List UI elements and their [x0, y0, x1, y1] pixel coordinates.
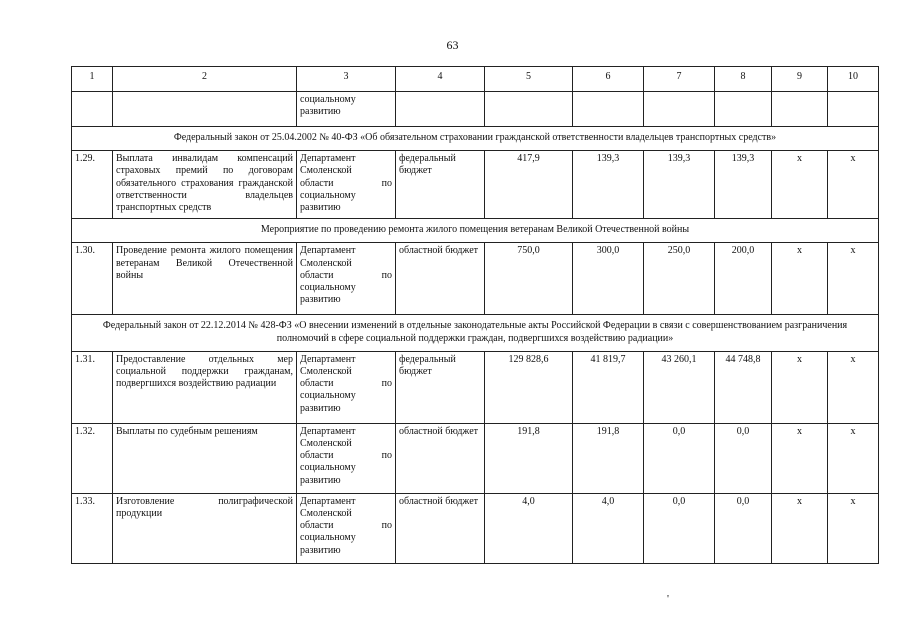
- total-value: 191,8: [485, 423, 573, 493]
- funding-source: федеральный бюджет: [396, 151, 485, 219]
- funding-source: областной бюджет: [396, 423, 485, 493]
- row-name: Проведение ремонта жилого помещения ветеранам Великой Отечественной войны: [113, 243, 297, 315]
- row-name: Выплаты по судебным решениям: [113, 423, 297, 493]
- table-row: [72, 351, 879, 423]
- section-row: [72, 127, 879, 151]
- row-name: Изготовление полиграфической продукции: [113, 493, 297, 563]
- col10-value: х: [828, 151, 879, 219]
- continuation-row: [72, 92, 879, 127]
- col10-value: х: [828, 493, 879, 563]
- funding-source: областной бюджет: [396, 493, 485, 563]
- section-title: Федеральный закон от 25.04.2002 № 40-ФЗ «Об обязательном страховании гражданской ответственности владельцев транспортных средств»: [72, 127, 879, 151]
- table-row: [72, 423, 879, 493]
- col9-value: х: [772, 423, 828, 493]
- total-value: 750,0: [485, 243, 573, 315]
- table-row: [72, 243, 879, 315]
- total-value: 4,0: [485, 493, 573, 563]
- table-row: [72, 493, 879, 563]
- row-number: 1.29.: [72, 151, 113, 219]
- funding-source: областной бюджет: [396, 243, 485, 315]
- total-value: 417,9: [485, 151, 573, 219]
- section-title: Мероприятие по проведению ремонта жилого помещения ветеранам Великой Отечественной войны: [72, 219, 879, 243]
- col10-value: х: [828, 243, 879, 315]
- dept-cell: социальному развитию: [297, 92, 396, 127]
- col-header: 9: [772, 67, 828, 92]
- col-header: 3: [297, 67, 396, 92]
- col9-value: х: [772, 151, 828, 219]
- row-number: 1.31.: [72, 351, 113, 423]
- funding-source: федеральный бюджет: [396, 351, 485, 423]
- section-row: [72, 219, 879, 243]
- row-name: Выплата инвалидам компенсаций страховых премий по договорам обязательного страхования гражданской ответственности владельцев транспортных средств: [113, 151, 297, 219]
- section-title: Федеральный закон от 22.12.2014 № 428-ФЗ «О внесении изменений в отдельные законодательные акты Российской Федерации в связи с совершенствованием разграничения полномочий в сфере социальной поддержки граждан, подвергшихся воздействию радиации»: [72, 315, 879, 351]
- col-header: 4: [396, 67, 485, 92]
- year2-value: 0,0: [644, 493, 715, 563]
- row-number: 1.30.: [72, 243, 113, 315]
- table-row: [72, 151, 879, 219]
- col10-value: х: [828, 351, 879, 423]
- year1-value: 139,3: [573, 151, 644, 219]
- year2-value: 250,0: [644, 243, 715, 315]
- year2-value: 0,0: [644, 423, 715, 493]
- col-header: 7: [644, 67, 715, 92]
- dept-cell: Департамент Смоленской области по социальному развитию: [297, 151, 396, 219]
- year3-value: 0,0: [715, 423, 772, 493]
- column-header-row: [72, 67, 879, 92]
- dept-cell: Департамент Смоленской области по социальному развитию: [297, 243, 396, 315]
- col10-value: х: [828, 423, 879, 493]
- col9-value: х: [772, 493, 828, 563]
- col9-value: х: [772, 351, 828, 423]
- year3-value: 44 748,8: [715, 351, 772, 423]
- year2-value: 43 260,1: [644, 351, 715, 423]
- year3-value: 139,3: [715, 151, 772, 219]
- year2-value: 139,3: [644, 151, 715, 219]
- col-header: 6: [573, 67, 644, 92]
- year1-value: 191,8: [573, 423, 644, 493]
- year1-value: 4,0: [573, 493, 644, 563]
- row-number: 1.32.: [72, 423, 113, 493]
- col-header: 10: [828, 67, 879, 92]
- col-header: 5: [485, 67, 573, 92]
- year1-value: 300,0: [573, 243, 644, 315]
- col9-value: х: [772, 243, 828, 315]
- section-row: [72, 315, 879, 351]
- row-name: Предоставление отдельных мер социальной поддержки гражданам, подвергшихся воздействию радиации: [113, 351, 297, 423]
- year1-value: 41 819,7: [573, 351, 644, 423]
- row-number: 1.33.: [72, 493, 113, 563]
- stray-mark: ': [667, 593, 669, 605]
- page-number: 63: [446, 38, 459, 52]
- budget-table: [71, 66, 879, 564]
- dept-cell: Департамент Смоленской области по социальному развитию: [297, 493, 396, 563]
- year3-value: 200,0: [715, 243, 772, 315]
- dept-cell: Департамент Смоленской области по социальному развитию: [297, 423, 396, 493]
- col-header: 8: [715, 67, 772, 92]
- col-header: 2: [113, 67, 297, 92]
- year3-value: 0,0: [715, 493, 772, 563]
- col-header: 1: [72, 67, 113, 92]
- dept-cell: Департамент Смоленской области по социальному развитию: [297, 351, 396, 423]
- total-value: 129 828,6: [485, 351, 573, 423]
